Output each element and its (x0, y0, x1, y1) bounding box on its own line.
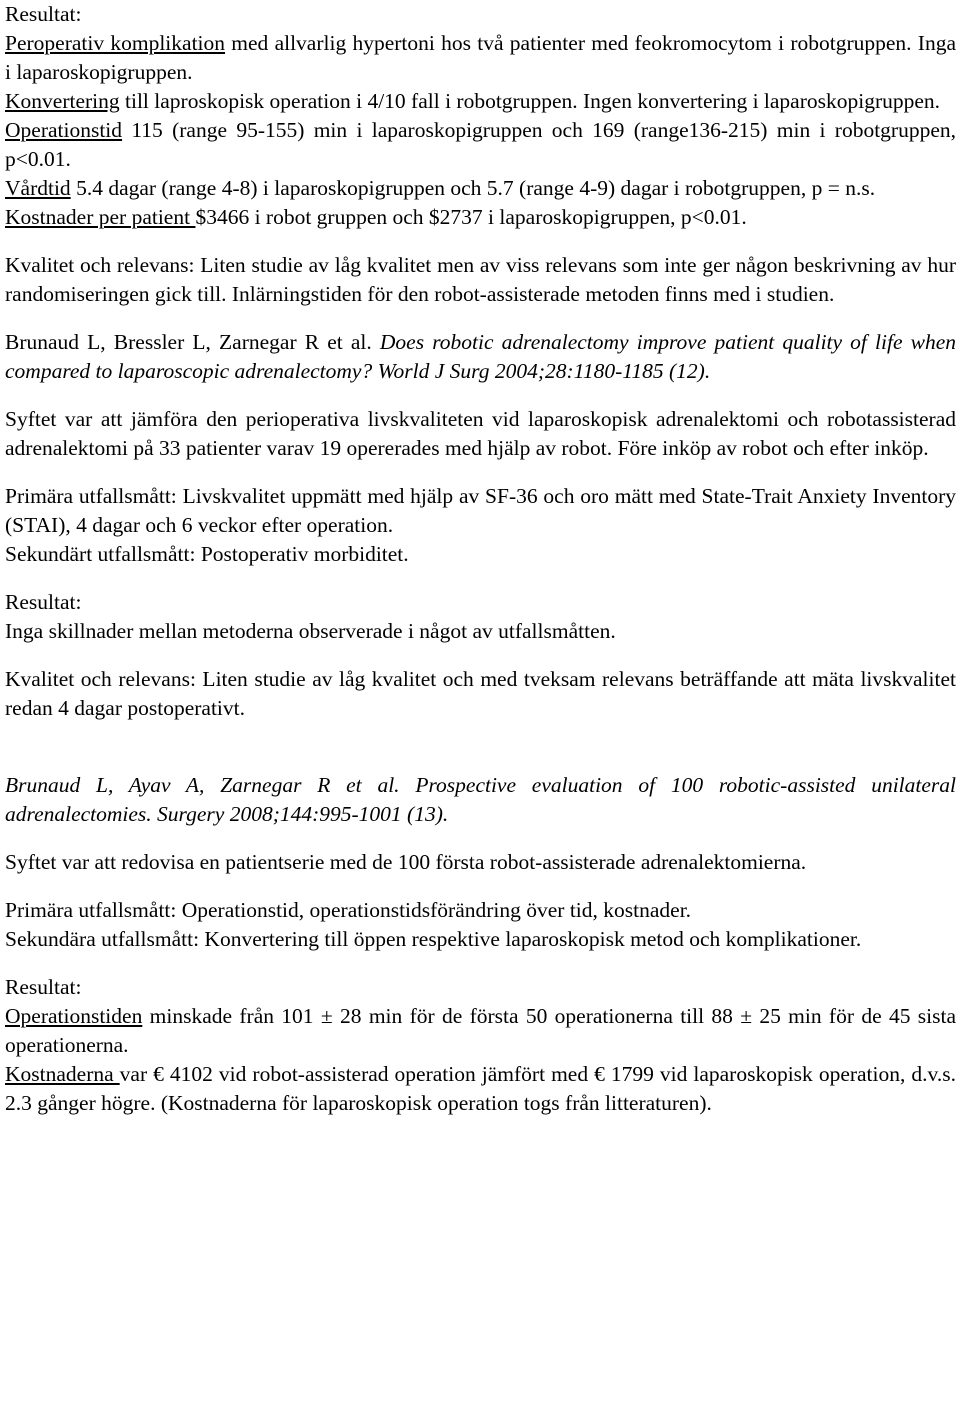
secondary-outcome: Sekundärt utfallsmått: Postoperativ morbiditet. (5, 542, 409, 566)
complication-text: med allvarlig hypertoni hos två patienter med feokromocytom i robotgruppen. Inga i laparoskopigruppen. (5, 31, 957, 84)
complication-paragraph (5, 29, 956, 87)
optime-label: Operationstid (5, 118, 123, 142)
optime-paragraph (5, 116, 956, 174)
los-label: Vårdtid (5, 176, 71, 200)
optime-paragraph (5, 1002, 956, 1060)
los-paragraph (5, 174, 956, 203)
results-heading: Resultat: (5, 2, 82, 26)
conversion-label: Konvertering (5, 89, 120, 113)
results-text: Inga skillnader mellan metoderna observerade i något av utfallsmåtten. (5, 619, 616, 643)
reference-authors: Brunaud L, Bressler L, Zarnegar R et al. (5, 330, 372, 354)
los-text: 5.4 dagar (range 4-8) i laparoskopigruppen och 5.7 (range 4-9) dagar i robotgruppen, p = n.s. (70, 176, 876, 200)
cost-text: var € 4102 vid robot-assisterad operation jämfört med € 1799 vid laparoskopisk operation, d.v.s. 2.3 gånger högre. (Kostnaderna för laparoskopisk operation togs från litteraturen). (5, 1062, 956, 1115)
results-heading: Resultat: (5, 975, 82, 999)
primary-outcome: Primära utfallsmått: Livskvalitet uppmätt med hjälp av SF-36 och oro mätt med State-Trait Anxiety Inventory (STAI), 4 dagar och 6 veckor efter operation. (5, 484, 956, 537)
optime-text: minskade från 101 ± 28 min för de första 50 operationerna till 88 ± 25 min för de 45 sista operationerna. (5, 1004, 956, 1057)
optime-text: 115 (range 95-155) min i laparoskopigruppen och 169 (range136-215) min i robotgruppen, p<0.01. (5, 118, 956, 171)
primary-outcome: Primära utfallsmått: Operationstid, operationstidsförändring över tid, kostnader. (5, 898, 692, 922)
aim-paragraph: Syftet var att jämföra den perioperativa livskvaliteten vid laparoskopisk adrenalektomi och robotassisterad adrenalektomi på 33 patienter varav 19 opererades med hjälp av robot. Före inköp av robot och efter inköp. (5, 407, 956, 460)
conversion-paragraph (5, 87, 956, 116)
secondary-outcome: Sekundära utfallsmått: Konvertering till öppen respektive laparoskopisk metod och komplikationer. (5, 927, 862, 951)
quality-paragraph: Kvalitet och relevans: Liten studie av låg kvalitet men av viss relevans som inte ger någon beskrivning av hur randomiseringen gick till. Inlärningstiden för den robot-assisterade metoden finns med i studien. (5, 253, 956, 306)
complication-label: Peroperativ komplikation (5, 31, 226, 55)
cost-paragraph (5, 203, 956, 232)
reference-citation: Prospective evaluation of 100 robotic-assisted unilateral adrenalectomies. Surgery 2008;144:995-1001 (13). (5, 773, 957, 826)
aim-paragraph: Syftet var att redovisa en patientserie med de 100 första robot-assisterade adrenalektomierna. (5, 850, 807, 874)
results-heading: Resultat: (5, 590, 82, 614)
reference-citation: Does robotic adrenalectomy improve patient quality of life when compared to laparoscopic adrenalectomy? World J Surg 2004;28:1180-1185 (12). (5, 330, 957, 383)
cost-text: $3466 i robot gruppen och $2737 i laparoskopigruppen, p<0.01. (195, 205, 747, 229)
cost-label: Kostnaderna (5, 1062, 120, 1086)
quality-paragraph: Kvalitet och relevans: Liten studie av låg kvalitet och med tveksam relevans beträffande att mäta livskvalitet redan 4 dagar postoperativt. (5, 667, 956, 720)
reference-authors: Brunaud L, Ayav A, Zarnegar R et al. (5, 773, 400, 797)
optime-label: Operationstiden (5, 1004, 143, 1028)
conversion-text: till laproskopisk operation i 4/10 fall i robotgruppen. Ingen konvertering i laparoskopigruppen. (119, 89, 941, 113)
cost-paragraph (5, 1060, 956, 1118)
reference-paragraph (5, 328, 956, 386)
cost-label: Kostnader per patient (5, 205, 196, 229)
reference-paragraph (5, 771, 956, 829)
